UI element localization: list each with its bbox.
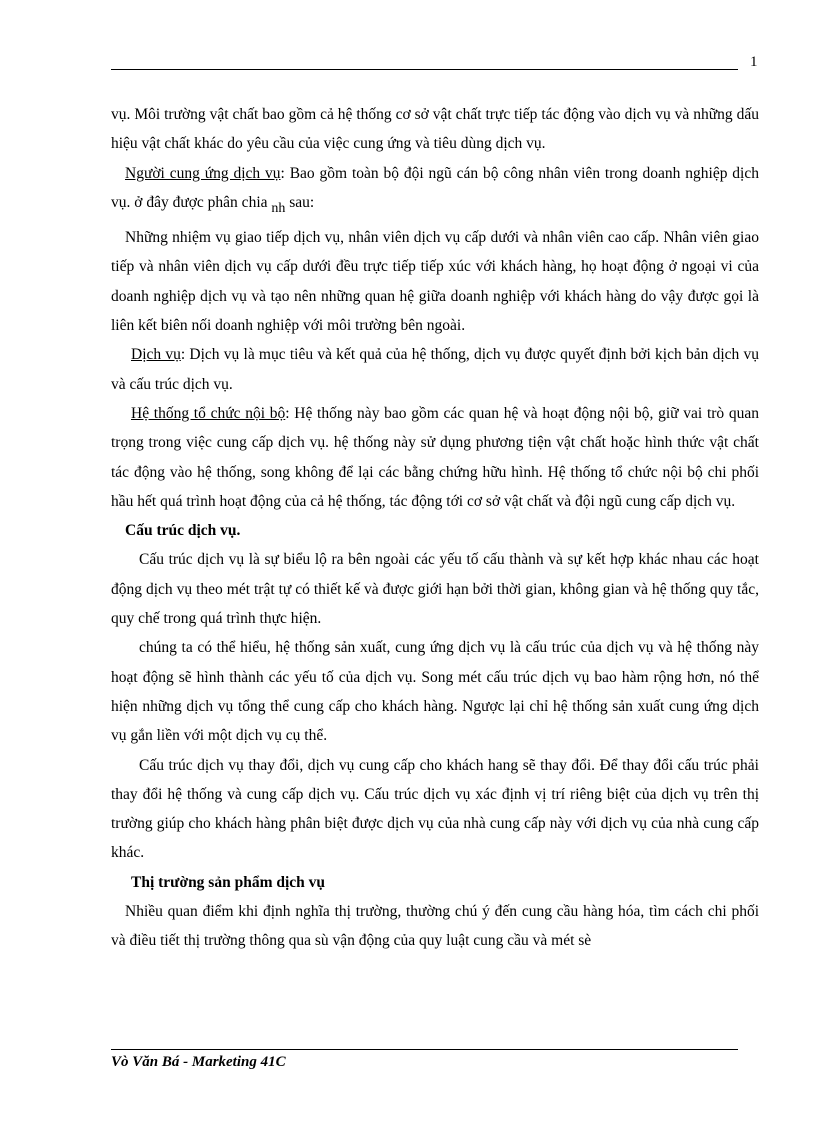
paragraph: Nhiều quan điểm khi định nghĩa thị trường, thường chú ý đến cung cầu hàng hóa, tìm cách chi phối và điều tiết thị trường thông qua sù vận động của quy luật cung cầu và mét sè	[111, 903, 759, 950]
header-rule	[111, 69, 738, 70]
paragraph: vụ. Môi trường vật chất bao gồm cả hệ thống cơ sở vật chất trực tiếp tác động vào dịch vụ và những dấu hiệu vật chất khác do yêu cầu của việc cung ứng và tiêu dùng dịch vụ.	[111, 106, 759, 153]
paragraph: Những nhiệm vụ giao tiếp dịch vụ, nhân viên dịch vụ cấp dưới và nhân viên cao cấp. Nhân viên giao tiếp và nhân viên dịch vụ cấp dưới đều trực tiếp tiếp xúc với khách hàng, họ hoạt động ở ngoại vi của doanh nghiệp dịch vụ và tạo nên những quan hệ giữa doanh nghiệp với khách hàng do vậy được gọi là liên kết biên nối doanh nghiệp với môi trường bên ngoài.	[111, 229, 759, 335]
paragraph	[111, 340, 759, 399]
page-number: 1	[750, 54, 758, 70]
paragraph: chúng ta có thể hiểu, hệ thống sản xuất, cung ứng dịch vụ là cấu trúc của dịch vụ và hệ thống này hoạt động sẽ hình thành các yếu tố của dịch vụ. Song mét cấu trúc dịch vụ bao hàm rộng hơn, nó thể hiện những dịch vụ tổng thể cung cấp cho khách hàng. Ngược lại chỉ hệ thống sản xuất cung ứng dịch vụ gắn liền với một dịch vụ cụ thể.	[111, 639, 759, 745]
subscript-fragment: nh	[271, 200, 286, 216]
footer-author: Vò Văn Bá - Marketing 41C	[111, 1054, 286, 1070]
paragraph-text: : Hệ thống này bao gồm các quan hệ và hoạt động nội bộ, giữ vai trò quan trọng trong việc cung cấp dịch vụ. hệ thống này sử dụng phương tiện vật chất hoặc hình thức vật chất tác động vào hệ thống, song không để lại các bằng chứng hữu hình. Hệ thống tổ chức nội bộ chi phối hầu hết quá trình hoạt động của cả hệ thống, tác động tới cơ sở vật chất và đội ngũ cung cấp dịch vụ.	[111, 404, 760, 510]
section-heading: Cấu trúc dịch vụ.	[125, 522, 241, 540]
paragraph: Cấu trúc dịch vụ là sự biểu lộ ra bên ngoài các yếu tố cấu thành và sự kết hợp khác nhau các hoạt động dịch vụ theo mét trật tự có thiết kế và được giới hạn bởi thời gian, không gian và hệ thống quy tắc, quy chế trong quá trình thực hiện.	[111, 551, 759, 628]
paragraph: Cấu trúc dịch vụ thay đổi, dịch vụ cung cấp cho khách hang sẽ thay đổi. Để thay đổi cấu trúc phải thay đổi hệ thống và cung cấp dịch vụ. Cấu trúc dịch vụ xác định vị trí riêng biệt của dịch vụ trên thị trường giúp cho khách hàng phân biệt được dịch vụ của nhà cung cấp này với dịch vụ của nhà cung cấp khác.	[111, 756, 759, 862]
paragraph	[111, 399, 759, 516]
paragraph	[111, 159, 759, 224]
document-body	[111, 100, 759, 956]
paragraph-text: : Bao gồm toàn bộ đội ngũ cán bộ công nhân viên trong doanh nghiệp dịch vụ. ở đây được phân chia	[111, 164, 759, 211]
section-heading: Thị trường sản phẩm dịch vụ	[131, 873, 326, 891]
footer-rule	[111, 1049, 738, 1050]
term-dich-vu: Dịch vụ	[131, 346, 181, 364]
paragraph-text: : Dịch vụ là mục tiêu và kết quả của hệ thống, dịch vụ được quyết định bởi kịch bản dịch vụ và cấu trúc dịch vụ.	[111, 346, 759, 393]
term-he-thong-to-chuc: Hệ thống tổ chức nội bộ	[131, 404, 286, 422]
paragraph-text: sau:	[289, 193, 315, 211]
term-nguoi-cung-ung: Người cung ứng dịch vụ	[125, 164, 281, 182]
